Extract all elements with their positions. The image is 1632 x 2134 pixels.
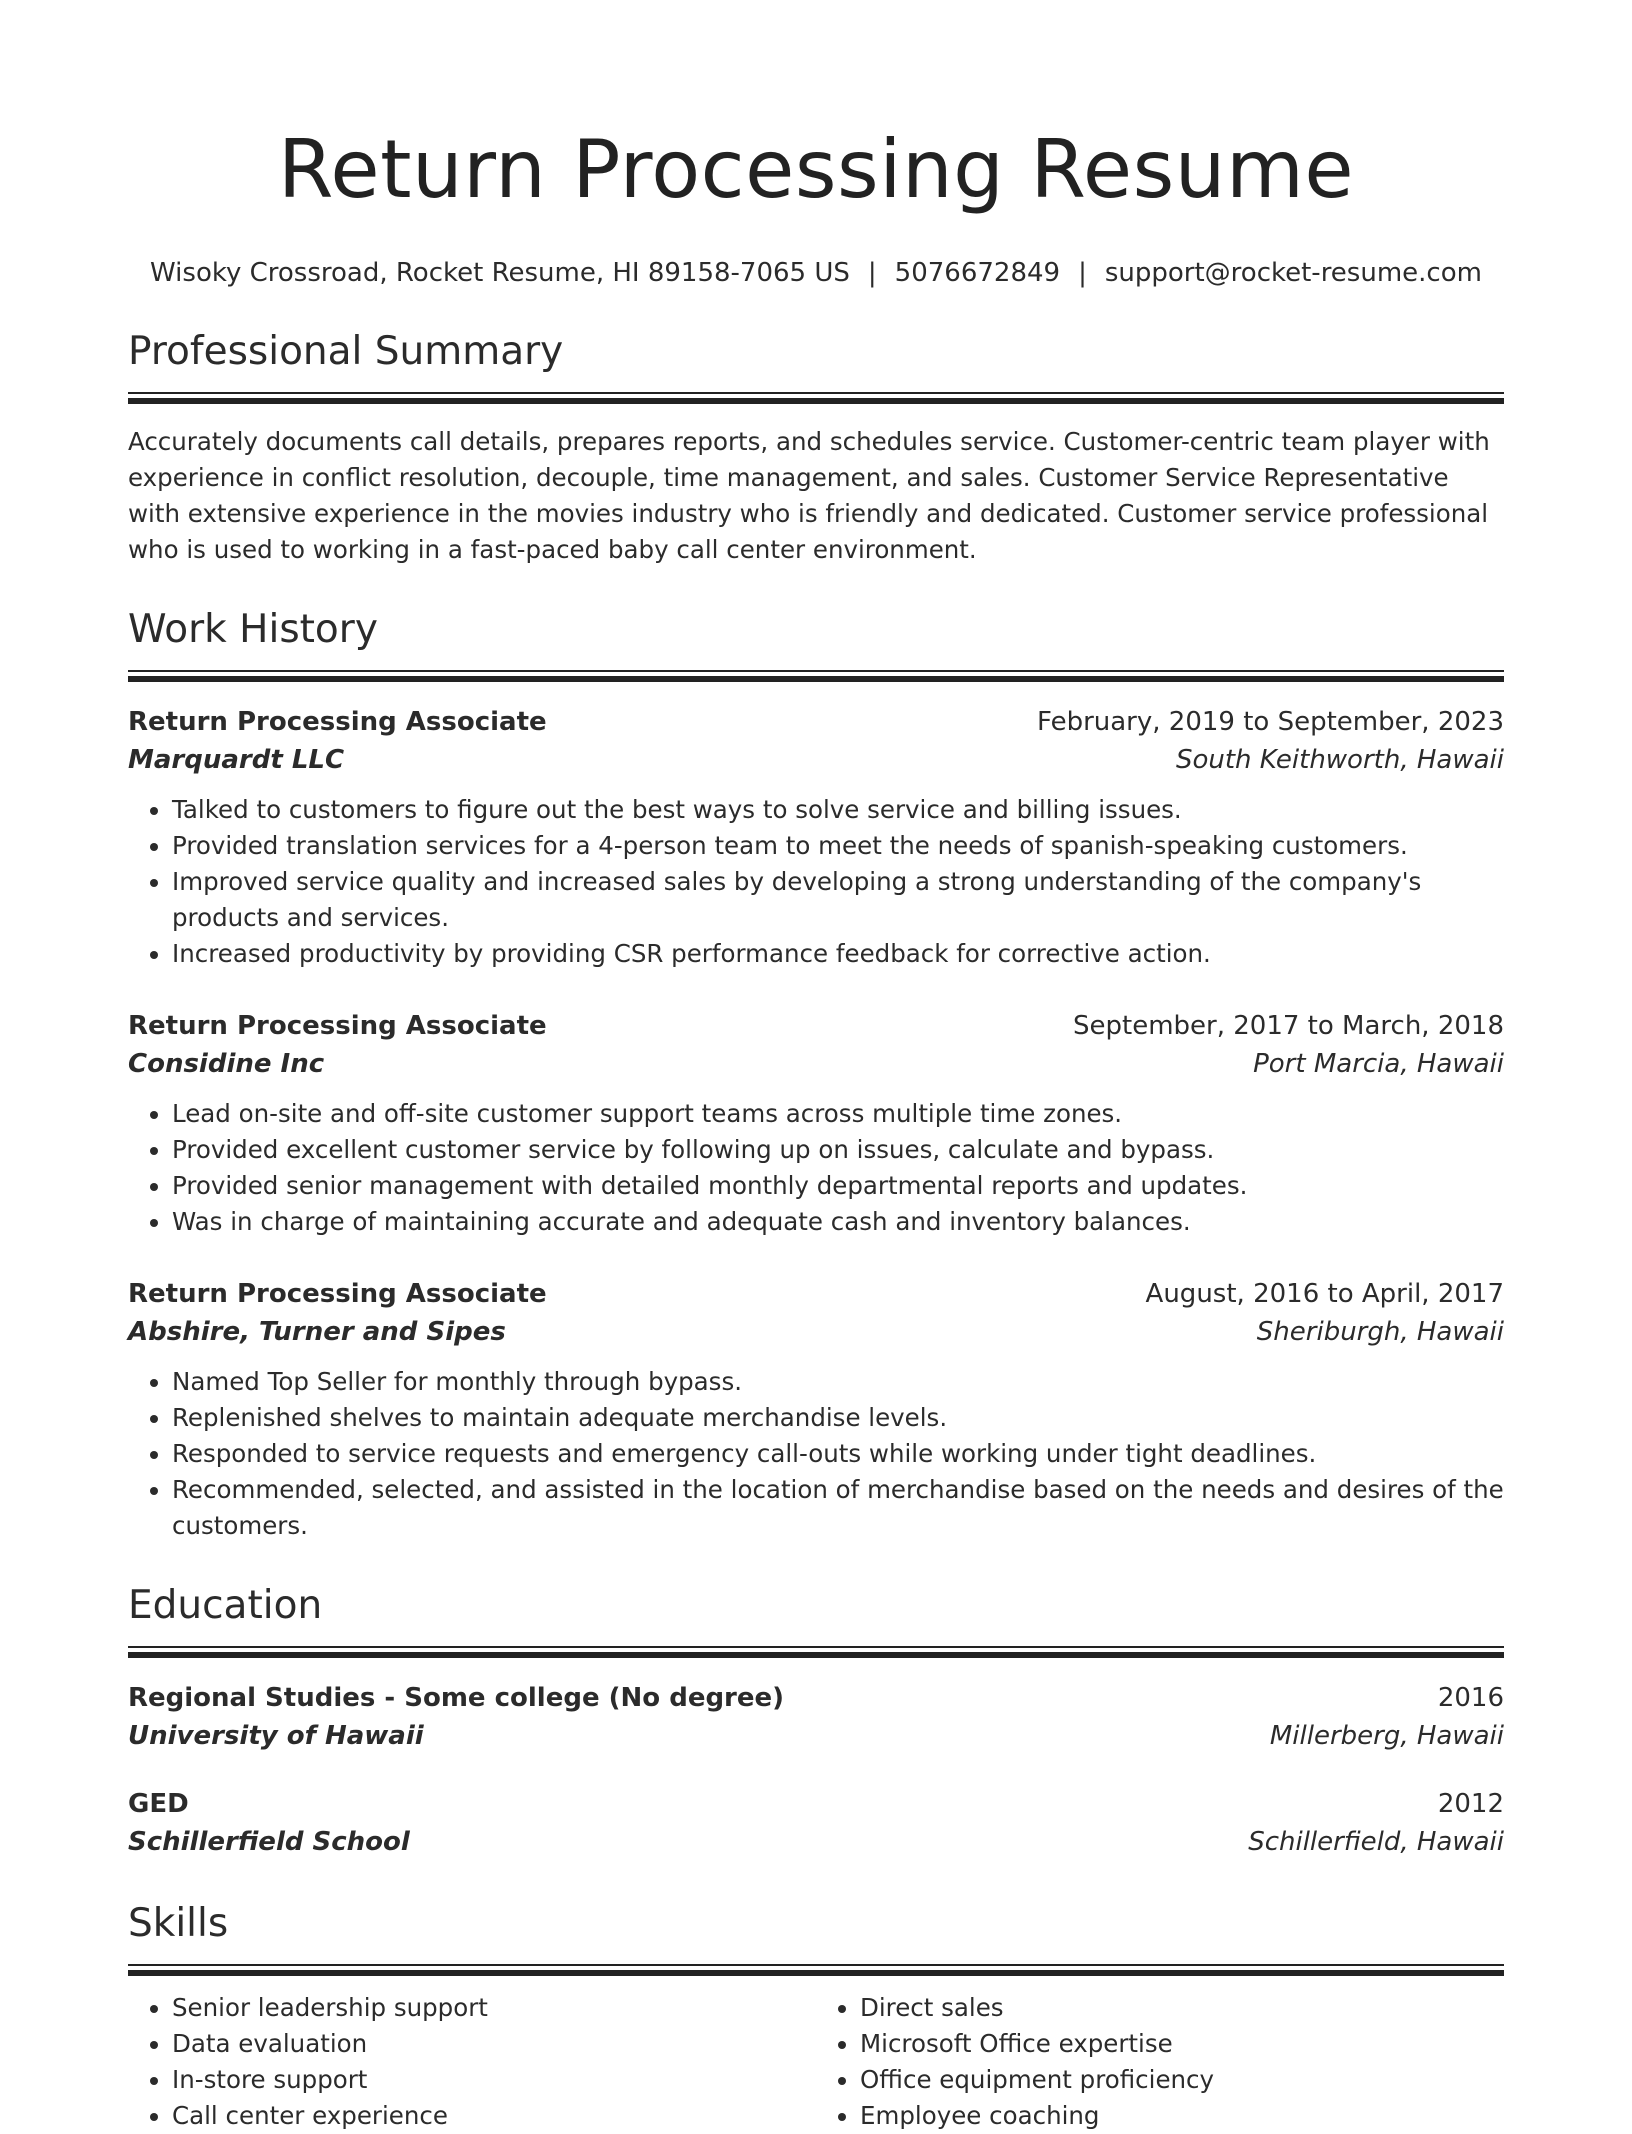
resume-title: Return Processing Resume xyxy=(277,123,1355,216)
skill-item: • Office equipment proficiency xyxy=(860,2062,1504,2098)
company-name: Abshire, Turner and Sipes xyxy=(128,1317,506,1347)
skills-list xyxy=(128,1990,816,2134)
education-section xyxy=(128,1582,1504,1862)
company-name: Marquardt LLC xyxy=(128,745,345,775)
school-location: Millerberg, Hawaii xyxy=(1269,1721,1504,1751)
contact-address: Wisoky Crossroad, Rocket Resume, HI 89158-7065 US xyxy=(150,258,850,288)
skill-item: • Microsoft Office expertise xyxy=(860,2026,1504,2062)
graduation-year: 2012 xyxy=(1437,1789,1504,1819)
contact-phone: 5076672849 xyxy=(894,258,1061,288)
skill-item: • Employee coaching xyxy=(860,2098,1504,2134)
job-location: Sheriburgh, Hawaii xyxy=(1256,1317,1504,1347)
list-item: • Lead on-site and off-site customer support teams across multiple time zones. xyxy=(172,1096,1504,1132)
job-duties-list xyxy=(128,792,1504,972)
education-entry xyxy=(128,1786,1504,1862)
section-heading: Professional Summary xyxy=(128,329,564,374)
section-heading: Skills xyxy=(128,1901,229,1946)
summary-section xyxy=(128,328,1504,568)
skill-item: • In-store support xyxy=(172,2062,816,2098)
list-item: • Provided excellent customer service by following up on issues, calculate and bypass. xyxy=(172,1132,1504,1168)
degree-name: Regional Studies - Some college (No degree) xyxy=(128,1683,785,1713)
job-duties-list xyxy=(128,1364,1504,1544)
skills-list xyxy=(816,1990,1504,2134)
job-location: South Keithworth, Hawaii xyxy=(1175,745,1504,775)
job-title: Return Processing Associate xyxy=(128,1279,547,1309)
section-divider xyxy=(128,1964,1504,1976)
skills-section xyxy=(128,1900,1504,2134)
job-entry xyxy=(128,1008,1504,1240)
list-item: • Increased productivity by providing CSR performance feedback for corrective action. xyxy=(172,936,1504,972)
list-item: • Provided translation services for a 4-person team to meet the needs of spanish-speaking customers. xyxy=(172,828,1504,864)
section-divider xyxy=(128,1646,1504,1658)
skills-column-left xyxy=(128,1990,816,2134)
job-location: Port Marcia, Hawaii xyxy=(1253,1049,1504,1079)
contact-separator: | xyxy=(867,258,877,288)
job-entry xyxy=(128,704,1504,972)
list-item: • Replenished shelves to maintain adequate merchandise levels. xyxy=(172,1400,1504,1436)
list-item: • Recommended, selected, and assisted in the location of merchandise based on the needs and desires of the customers. xyxy=(172,1472,1504,1544)
contact-line xyxy=(128,256,1504,290)
graduation-year: 2016 xyxy=(1437,1683,1504,1713)
work-history-section xyxy=(128,606,1504,1544)
company-name: Considine Inc xyxy=(128,1049,325,1079)
job-dates: February, 2019 to September, 2023 xyxy=(1037,707,1504,737)
summary-text: Accurately documents call details, prepares reports, and schedules service. Customer-centric team player with experience in conflict resolution, decouple, time management, and sales. Customer Service Representative with extensive experience in the movies industry who is friendly and dedicated. Customer service professional who is used to working in a fast-paced baby call center environment. xyxy=(128,427,1490,564)
degree-name: GED xyxy=(128,1789,189,1819)
section-divider xyxy=(128,670,1504,682)
list-item: • Responded to service requests and emergency call-outs while working under tight deadlines. xyxy=(172,1436,1504,1472)
list-item: • Improved service quality and increased sales by developing a strong understanding of the company's products and services. xyxy=(172,864,1504,936)
skill-item: • Call center experience xyxy=(172,2098,816,2134)
job-entry xyxy=(128,1276,1504,1544)
job-dates: August, 2016 to April, 2017 xyxy=(1145,1279,1504,1309)
job-duties-list xyxy=(128,1096,1504,1240)
job-title: Return Processing Associate xyxy=(128,1011,547,1041)
section-heading: Work History xyxy=(128,607,378,652)
list-item: • Talked to customers to figure out the best ways to solve service and billing issues. xyxy=(172,792,1504,828)
section-heading: Education xyxy=(128,1583,323,1628)
skills-column-right xyxy=(816,1990,1504,2134)
education-entry xyxy=(128,1680,1504,1756)
school-name: University of Hawaii xyxy=(128,1721,424,1751)
skill-item: • Data evaluation xyxy=(172,2026,816,2062)
list-item: • Named Top Seller for monthly through bypass. xyxy=(172,1364,1504,1400)
contact-separator: | xyxy=(1078,258,1087,288)
list-item: • Provided senior management with detailed monthly departmental reports and updates. xyxy=(172,1168,1504,1204)
section-divider xyxy=(128,392,1504,404)
skill-item: • Senior leadership support xyxy=(172,1990,816,2026)
list-item: • Was in charge of maintaining accurate and adequate cash and inventory balances. xyxy=(172,1204,1504,1240)
job-dates: September, 2017 to March, 2018 xyxy=(1073,1011,1504,1041)
skills-grid xyxy=(128,1990,1504,2134)
school-name: Schillerfield School xyxy=(128,1827,410,1857)
school-location: Schillerfield, Hawaii xyxy=(1248,1827,1504,1857)
job-title: Return Processing Associate xyxy=(128,707,547,737)
skill-item: • Direct sales xyxy=(860,1990,1504,2026)
contact-email: support@rocket-resume.com xyxy=(1104,258,1482,288)
